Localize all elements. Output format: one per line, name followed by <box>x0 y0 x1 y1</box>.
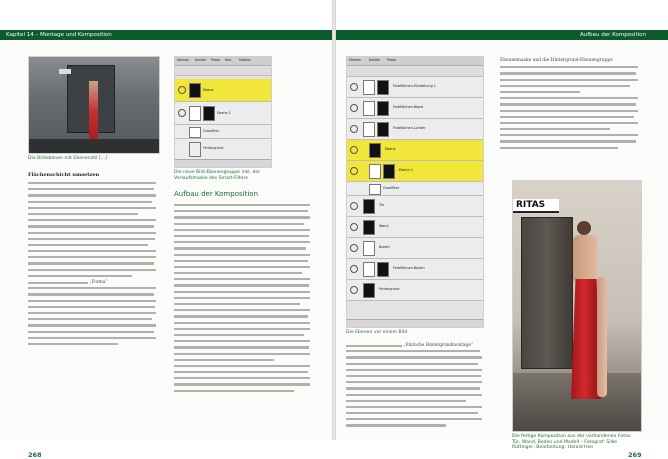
layer-row-2[interactable] <box>347 98 483 119</box>
eye-icon[interactable] <box>350 167 358 175</box>
layers-panel-left <box>174 56 272 168</box>
right-text-intro: Ebenenmaske und die Hintergrund-Ebenengruppe <box>500 58 613 63</box>
panel-bottom-bar <box>347 319 483 327</box>
layer-thumb <box>369 164 381 179</box>
door-sign <box>59 69 71 74</box>
layer-label: Hintergrund <box>203 146 224 150</box>
layer-row-5[interactable] <box>347 161 483 182</box>
layer-thumb <box>363 101 375 116</box>
layer-row-8[interactable] <box>347 217 483 238</box>
mask-thumb <box>377 80 389 95</box>
layer-row-4[interactable] <box>347 140 483 161</box>
layer-label: Hintergrund <box>379 287 400 291</box>
page-number-left: 268 <box>28 451 42 459</box>
floor-shape <box>29 139 159 153</box>
tab-ebenen[interactable]: Ebenen <box>349 58 361 62</box>
tab-korr[interactable]: Korr. <box>225 58 233 62</box>
layer-label: Wand <box>379 224 389 228</box>
header-title-right: Aufbau der Komposition <box>580 32 647 38</box>
tab-ebenen[interactable]: Ebenen <box>177 58 189 62</box>
layer-thumb <box>363 262 375 277</box>
layer-row-graufilter[interactable] <box>175 125 271 139</box>
layer-thumb <box>363 241 375 256</box>
layer-label: Ebene <box>385 147 396 151</box>
layer-row-10[interactable] <box>347 259 483 280</box>
quoted-term: „Forma“ <box>89 279 108 284</box>
header-title-left: Kapitel 14 – Montage und Komposition <box>6 32 112 38</box>
layer-label: Farbflächen-Lichter <box>393 126 426 130</box>
model-head <box>577 221 591 235</box>
layer-thumb <box>189 142 201 157</box>
tab-pfade[interactable]: Pfade <box>211 58 220 62</box>
sign-board <box>513 199 559 213</box>
layer-label: Ebene 1 <box>217 111 231 115</box>
eye-icon[interactable] <box>178 86 186 94</box>
tab-masken[interactable]: Masken <box>239 58 252 62</box>
layer-thumb <box>363 220 375 235</box>
mask-thumb <box>383 164 395 179</box>
eye-icon[interactable] <box>350 202 358 210</box>
door-shape <box>521 217 573 369</box>
layer-label: Ebene <box>203 88 214 92</box>
left-page <box>0 30 332 459</box>
layer-thumb <box>369 184 381 195</box>
layer-label: Farbflächen-Boden <box>393 266 425 270</box>
model-figure <box>89 81 98 143</box>
layers-panel-right <box>346 56 484 328</box>
layer-thumb <box>189 127 201 138</box>
left-body-text <box>28 180 158 347</box>
layer-row-7[interactable] <box>347 196 483 217</box>
layer-thumb <box>363 80 375 95</box>
layer-row-9[interactable] <box>347 238 483 259</box>
mask-thumb <box>377 122 389 137</box>
layer-label: Tür <box>379 203 385 207</box>
fig2-caption: Die neue Bild-Ebenengruppe inkl. der Verlaufsmaske des Smart-Filters <box>174 170 261 181</box>
mask-thumb <box>377 262 389 277</box>
eye-icon[interactable] <box>178 109 186 117</box>
layer-thumb <box>369 143 381 158</box>
right-column-text <box>500 58 640 151</box>
model-leg <box>597 277 607 397</box>
layer-row-6[interactable] <box>347 182 483 196</box>
layer-row-ebene1[interactable] <box>175 102 271 125</box>
middle-body-text <box>174 202 312 394</box>
layer-label: Farbflächen-Einstellung 1 <box>393 84 436 88</box>
eye-icon[interactable] <box>350 104 358 112</box>
blend-row <box>347 67 483 77</box>
blend-row <box>175 67 271 76</box>
sign-text: RITAS <box>516 200 546 210</box>
phrase-quote: „Einfache Hintergrundmontage“ <box>403 342 473 347</box>
fig4-caption: Die fertige Komposition aus der vorhandenen Fotos. Tür, Wand, Boden und Modell – Fotograf: Silke Rüttinger, Bearbeitung: Harald Hen <box>512 434 632 450</box>
layer-thumb <box>189 106 201 121</box>
layer-thumb <box>363 199 375 214</box>
layer-row-hintergrund[interactable] <box>175 139 271 160</box>
panel-tabs <box>175 57 271 66</box>
mask-thumb <box>203 106 215 121</box>
eye-icon[interactable] <box>350 244 358 252</box>
composition-photo <box>512 180 642 432</box>
layer-row-11[interactable] <box>347 280 483 301</box>
layer-row-ebene[interactable] <box>175 79 271 102</box>
subheading: Flächenschicht umsetzen <box>28 172 100 178</box>
photo-thumbnail-door <box>28 56 160 154</box>
right-lower-text <box>346 342 482 429</box>
layer-label: Graufilter <box>203 129 220 133</box>
tab-pfade[interactable]: Pfade <box>387 58 396 62</box>
layer-thumb <box>189 83 201 98</box>
right-page <box>336 30 668 459</box>
layer-row-1[interactable] <box>347 77 483 98</box>
page-number-right: 269 <box>628 451 642 459</box>
eye-icon[interactable] <box>350 286 358 294</box>
fig3-caption: Die Ebenen vor einem Bild <box>346 330 408 335</box>
panel-bottom-bar <box>175 159 271 167</box>
layer-thumb <box>363 122 375 137</box>
layer-label: Ebene 1 <box>399 168 413 172</box>
section-heading: Aufbau der Komposition <box>174 190 259 198</box>
eye-icon[interactable] <box>350 125 358 133</box>
eye-icon[interactable] <box>350 223 358 231</box>
eye-icon[interactable] <box>350 146 358 154</box>
layer-row-3[interactable] <box>347 119 483 140</box>
layer-label: Graufilter <box>383 186 400 190</box>
layer-thumb <box>363 283 375 298</box>
panel-tabs <box>347 57 483 66</box>
fig1-caption: Die Bildebenen mit Ebenenstil [...] <box>28 156 107 161</box>
tab-kanaele[interactable]: Kanäle <box>195 58 206 62</box>
eye-icon[interactable] <box>350 83 358 91</box>
mask-thumb <box>377 101 389 116</box>
tab-kanaele[interactable]: Kanäle <box>369 58 380 62</box>
model-torso <box>573 235 597 281</box>
layer-label: Boden <box>379 245 390 249</box>
layer-label: Farbflächen-Wand <box>393 105 424 109</box>
eye-icon[interactable] <box>350 265 358 273</box>
